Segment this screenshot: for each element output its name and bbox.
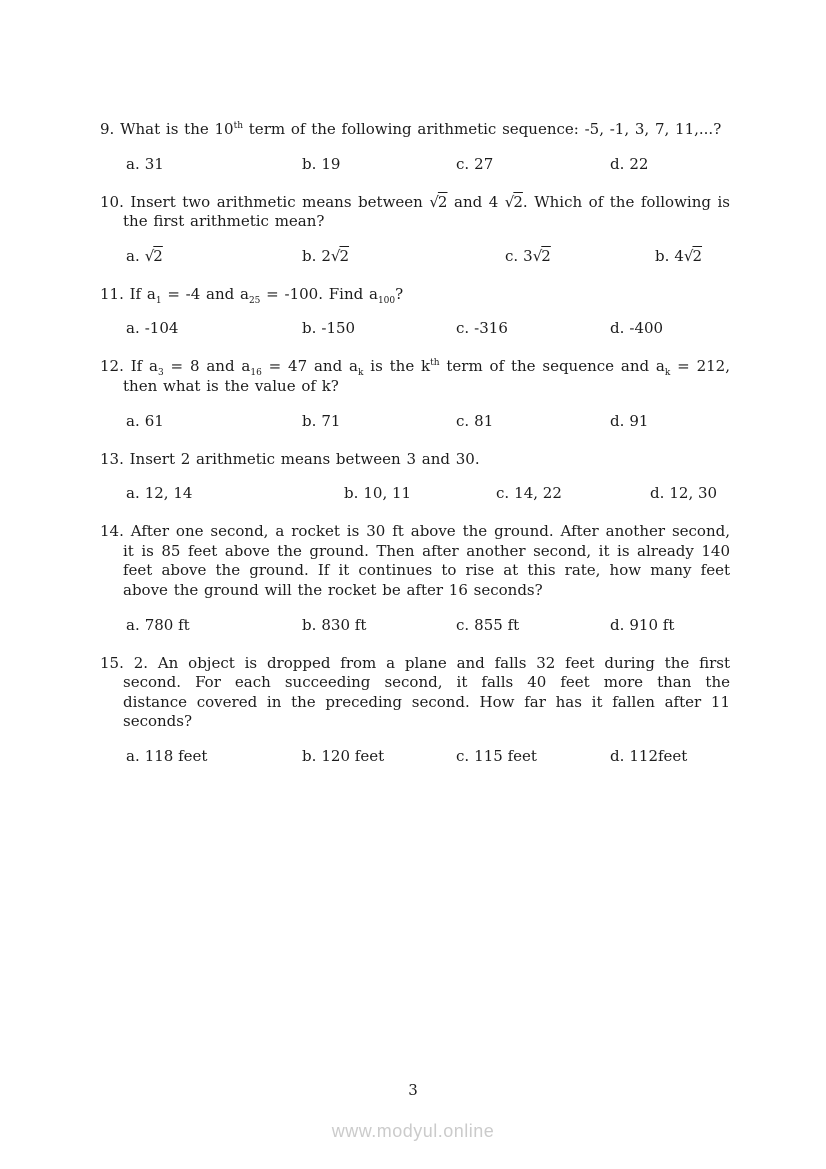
option-value: -150: [321, 319, 356, 338]
options-row: [100, 746, 730, 766]
option-label: d.: [610, 154, 625, 173]
sqrt-expression: √2: [429, 192, 448, 211]
option-c: [505, 246, 551, 266]
option-value: 120 feet: [321, 746, 385, 765]
option-a: [126, 746, 207, 766]
option-label: c.: [456, 411, 470, 430]
watermark: www.modyul.online: [331, 1121, 495, 1141]
option-d: [610, 154, 648, 174]
option-value: 71: [321, 411, 341, 430]
option-value: 112feet: [629, 746, 688, 765]
option-value: 830 ft: [321, 615, 367, 634]
option-b: [302, 318, 355, 338]
option-c: [496, 483, 562, 503]
option-d: [610, 615, 674, 635]
option-label: d.: [610, 746, 625, 765]
sqrt-expression: √2: [330, 246, 350, 265]
options-row: [100, 411, 730, 431]
option-label: d.: [610, 411, 625, 430]
options-row: [100, 318, 730, 338]
option-value: 12, 30: [669, 484, 718, 503]
option-value: 22: [629, 154, 649, 173]
options-row: [100, 154, 730, 174]
question-text: 12. If $a_3 = 8$ and $a_{16} = 47$ and $a_k$ is the $k^{th}$ term of the sequence and $a_k = 212$, then what is the value of k?: [100, 357, 730, 395]
option-b: [302, 154, 340, 174]
option-label: b.: [302, 319, 317, 338]
option-b: [344, 483, 411, 503]
option-a: [126, 246, 163, 266]
option-label: d.: [650, 484, 665, 503]
option-a: [126, 483, 192, 503]
option-a: [126, 411, 164, 431]
worksheet-content: [100, 120, 730, 785]
option-d: [610, 318, 663, 338]
option-value: 2√2: [321, 246, 350, 265]
options-row: [100, 246, 730, 266]
question-text: 9. What is the 10th term of the following arithmetic sequence: -5, -1, 3, 7, 11,...?: [100, 120, 722, 138]
sqrt-expression: √2: [144, 246, 163, 265]
sqrt-expression: √2: [532, 246, 551, 265]
option-d: [655, 246, 702, 266]
option-value: 19: [321, 154, 341, 173]
option-c: [456, 411, 493, 431]
option-value: 910 ft: [629, 615, 675, 634]
option-value: 10, 11: [363, 484, 412, 503]
option-c: [456, 746, 537, 766]
option-b: [302, 746, 384, 766]
option-label: c.: [456, 746, 470, 765]
option-c: [456, 318, 508, 338]
option-value: 855 ft: [474, 615, 520, 634]
option-label: a.: [126, 411, 140, 430]
option-value: -104: [144, 319, 179, 338]
options-row: [100, 615, 730, 635]
option-value: 31: [144, 154, 164, 173]
option-label: d.: [610, 615, 625, 634]
option-value: -400: [629, 319, 664, 338]
option-label: a.: [126, 484, 140, 503]
question-13: [100, 450, 730, 504]
option-value: 14, 22: [514, 484, 562, 503]
question-9: [100, 120, 730, 174]
option-c: [456, 615, 519, 635]
option-label: b.: [302, 154, 317, 173]
option-label: b.: [302, 411, 317, 430]
option-b: [302, 411, 340, 431]
question-12: [100, 357, 730, 430]
option-label: a.: [126, 615, 140, 634]
option-value: 118 feet: [144, 746, 208, 765]
option-value: 27: [474, 154, 494, 173]
question-10: [100, 193, 730, 266]
option-label: a.: [126, 246, 140, 265]
options-row: [100, 483, 730, 503]
question-14: [100, 522, 730, 634]
option-label: a.: [126, 319, 140, 338]
option-value: -316: [474, 319, 508, 338]
option-b: [302, 615, 366, 635]
option-b: [302, 246, 349, 266]
option-label: b.: [302, 615, 317, 634]
question-text: 10. Insert two arithmetic means between √2 and 4 √2. Which of the following is the first arithmetic mean?: [100, 192, 730, 231]
option-value: 3√2: [523, 246, 551, 265]
option-d: [610, 746, 687, 766]
option-label: c.: [456, 615, 470, 634]
option-value: 115 feet: [474, 746, 537, 765]
option-label: b.: [302, 746, 317, 765]
option-c: [456, 154, 493, 174]
question-text: 11. If $a_1 = -4$ and $a_{25} = -100$. Find $a_{100}$?: [100, 284, 404, 306]
option-label: c.: [456, 319, 470, 338]
question-text: 13. Insert 2 arithmetic means between 3 and 30.: [100, 449, 480, 468]
option-a: [126, 318, 178, 338]
sqrt-expression: √2: [504, 192, 523, 211]
option-value: 61: [144, 411, 164, 430]
option-a: [126, 615, 190, 635]
option-label: c.: [456, 154, 470, 173]
question-15: [100, 654, 730, 766]
option-label: c.: [505, 246, 519, 265]
question-text: 14. After one second, a rocket is 30 ft above the ground. After another second, it is 85 feet above the ground. Then after another second, it is already 140 feet above the ground. If it continues to rise at this rate, how many feet above the ground will the rocket be after 16 seconds?: [100, 522, 730, 599]
page-number: 3: [408, 1081, 418, 1099]
option-label: b.: [655, 246, 670, 265]
option-label: b.: [344, 484, 359, 503]
option-value: 12, 14: [144, 484, 193, 503]
option-label: a.: [126, 154, 140, 173]
sqrt-expression: √2: [683, 246, 703, 265]
option-value: 4√2: [674, 246, 703, 265]
option-label: b.: [302, 246, 317, 265]
option-d: [610, 411, 648, 431]
option-value: 91: [629, 411, 649, 430]
option-d: [650, 483, 717, 503]
option-label: a.: [126, 746, 140, 765]
question-text: 15. 2. An object is dropped from a plane and falls 32 feet during the first second. For each succeeding second, it falls 40 feet more than the distance covered in the preceding second. How far has it fallen after 11 seconds?: [100, 653, 730, 731]
option-label: c.: [496, 484, 510, 503]
option-value: [145, 247, 163, 265]
option-a: [126, 154, 164, 174]
option-label: d.: [610, 319, 625, 338]
option-value: 81: [474, 411, 494, 430]
question-11: [100, 285, 730, 339]
option-value: 780 ft: [144, 615, 190, 634]
